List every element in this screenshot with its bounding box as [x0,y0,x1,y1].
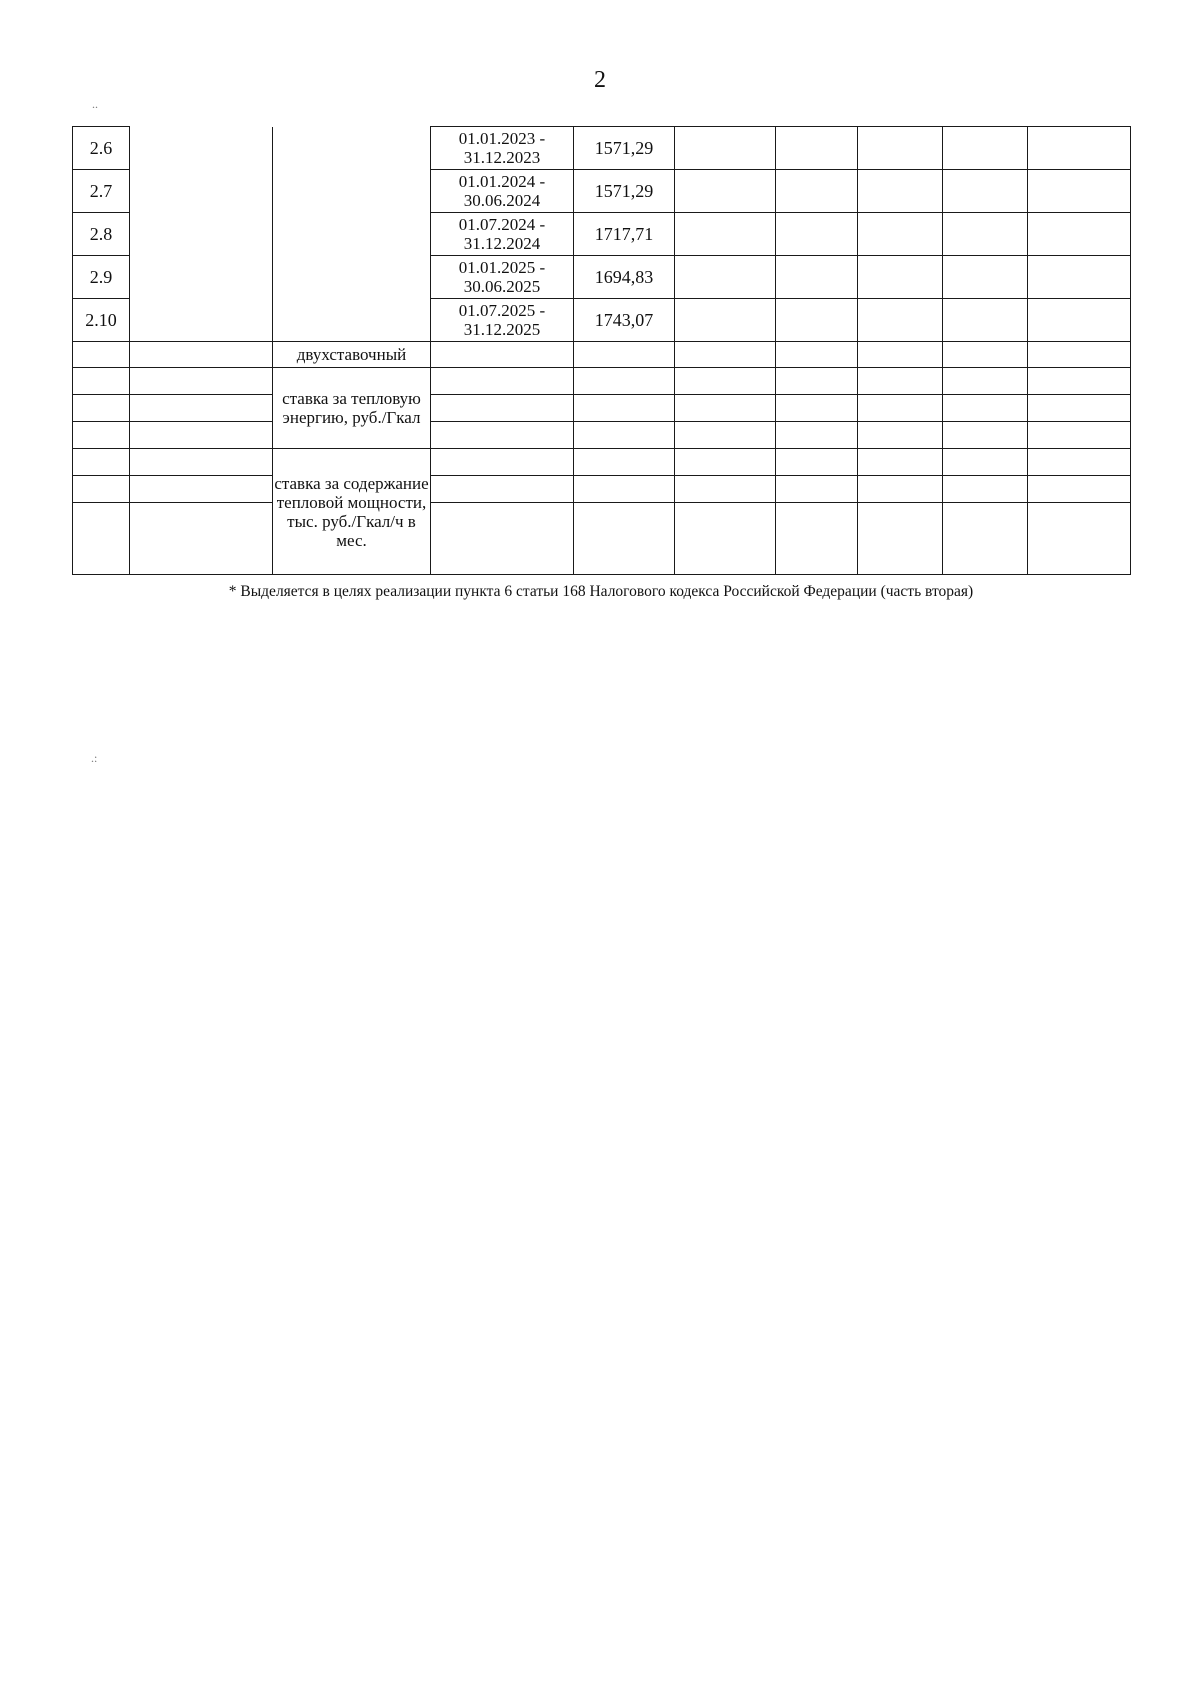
table-row [73,449,1131,476]
empty-cell [943,503,1028,575]
empty-cell [858,213,943,256]
empty-cell [675,422,776,449]
empty-cell [73,342,130,368]
empty-cell [858,422,943,449]
empty-cell [776,127,858,170]
empty-cell [574,368,675,395]
empty-cell [1028,503,1131,575]
empty-cell [431,476,574,503]
empty-cell [73,395,130,422]
period-cell [431,299,574,342]
empty-cell [130,127,273,342]
empty-cell [73,422,130,449]
empty-cell [431,342,574,368]
empty-cell [130,476,273,503]
empty-cell [1028,256,1131,299]
empty-cell [858,395,943,422]
empty-cell [776,368,858,395]
empty-cell [943,449,1028,476]
empty-cell [943,127,1028,170]
empty-cell [574,449,675,476]
empty-cell [943,256,1028,299]
empty-cell [675,342,776,368]
scan-speck: .. [92,97,98,111]
empty-cell [675,170,776,213]
empty-cell [431,503,574,575]
empty-cell [943,170,1028,213]
empty-cell [1028,299,1131,342]
period-start: 01.01.2024 - [458,172,546,191]
empty-cell [675,256,776,299]
empty-cell [73,449,130,476]
empty-cell [675,476,776,503]
empty-cell [675,299,776,342]
empty-cell [943,299,1028,342]
empty-cell [858,299,943,342]
table-row [73,503,1131,575]
empty-cell [1028,342,1131,368]
empty-cell [431,422,574,449]
empty-cell [130,503,273,575]
empty-cell [858,449,943,476]
empty-cell [1028,170,1131,213]
empty-cell [776,503,858,575]
row-number: 2.6 [73,127,130,170]
empty-cell [675,213,776,256]
empty-cell [73,476,130,503]
empty-cell [130,395,273,422]
empty-cell [73,503,130,575]
empty-cell [574,476,675,503]
period-cell [431,256,574,299]
period-end: 30.06.2024 [463,191,541,210]
tariff-value: 1717,71 [574,213,675,256]
empty-cell [574,342,675,368]
empty-cell [675,127,776,170]
empty-cell [776,170,858,213]
empty-cell [943,213,1028,256]
empty-cell [675,503,776,575]
empty-cell [858,368,943,395]
empty-cell [1028,213,1131,256]
empty-cell [858,342,943,368]
tariff-value: 1571,29 [574,170,675,213]
row-number: 2.7 [73,170,130,213]
tariff-value: 1694,83 [574,256,675,299]
empty-cell [776,422,858,449]
empty-cell [1028,395,1131,422]
empty-cell [574,422,675,449]
table-row [73,368,1131,395]
empty-cell [675,368,776,395]
empty-cell [776,299,858,342]
table-row [73,422,1131,449]
empty-cell [574,395,675,422]
empty-cell [1028,449,1131,476]
table-row [73,476,1131,503]
empty-cell [776,449,858,476]
empty-cell [943,395,1028,422]
empty-cell [858,127,943,170]
period-cell [431,170,574,213]
page-number: 2 [594,67,606,93]
table-row [73,342,1131,368]
period-end: 30.06.2025 [463,277,541,296]
empty-cell [73,368,130,395]
empty-cell [943,368,1028,395]
footnote: * Выделяется в целях реализации пункта 6 статьи 168 Налогового кодекса Российской Федерации (часть вторая) [228,583,974,600]
empty-cell [130,342,273,368]
empty-cell [431,368,574,395]
period-cell [431,213,574,256]
period-cell [431,127,574,170]
empty-cell [1028,422,1131,449]
empty-cell [776,342,858,368]
empty-cell [675,395,776,422]
two-rate-label: двухставочный [273,342,431,368]
empty-cell [776,395,858,422]
empty-cell [1028,476,1131,503]
scan-speck: .: [91,751,98,765]
period-end: 31.12.2025 [463,320,541,339]
period-end: 31.12.2023 [463,148,541,167]
table-row [73,127,1131,170]
empty-cell [431,449,574,476]
row-number: 2.10 [73,299,130,342]
empty-cell [776,213,858,256]
empty-cell [858,170,943,213]
empty-cell [1028,368,1131,395]
empty-cell [1028,127,1131,170]
empty-cell [130,422,273,449]
heat-energy-rate-label: ставка за тепловую энергию, руб./Гкал [273,368,431,449]
empty-cell [130,368,273,395]
empty-cell [776,476,858,503]
empty-cell [675,449,776,476]
empty-cell [943,342,1028,368]
empty-cell [943,476,1028,503]
empty-cell [858,476,943,503]
row-number: 2.8 [73,213,130,256]
empty-cell [858,503,943,575]
period-start: 01.07.2024 - [458,215,546,234]
empty-cell [574,503,675,575]
row-number: 2.9 [73,256,130,299]
empty-cell [130,449,273,476]
period-start: 01.01.2025 - [458,258,546,277]
capacity-rate-label: ставка за содержание тепловой мощности, тыс. руб./Гкал/ч в мес. [273,449,431,575]
period-start: 01.01.2023 - [458,129,546,148]
period-start: 01.07.2025 - [458,301,546,320]
table-row [73,395,1131,422]
tariff-table [72,126,1131,575]
period-end: 31.12.2024 [463,234,541,253]
tariff-value: 1571,29 [574,127,675,170]
empty-cell [858,256,943,299]
tariff-value: 1743,07 [574,299,675,342]
empty-cell [943,422,1028,449]
empty-cell [431,395,574,422]
empty-cell [273,127,431,342]
empty-cell [776,256,858,299]
